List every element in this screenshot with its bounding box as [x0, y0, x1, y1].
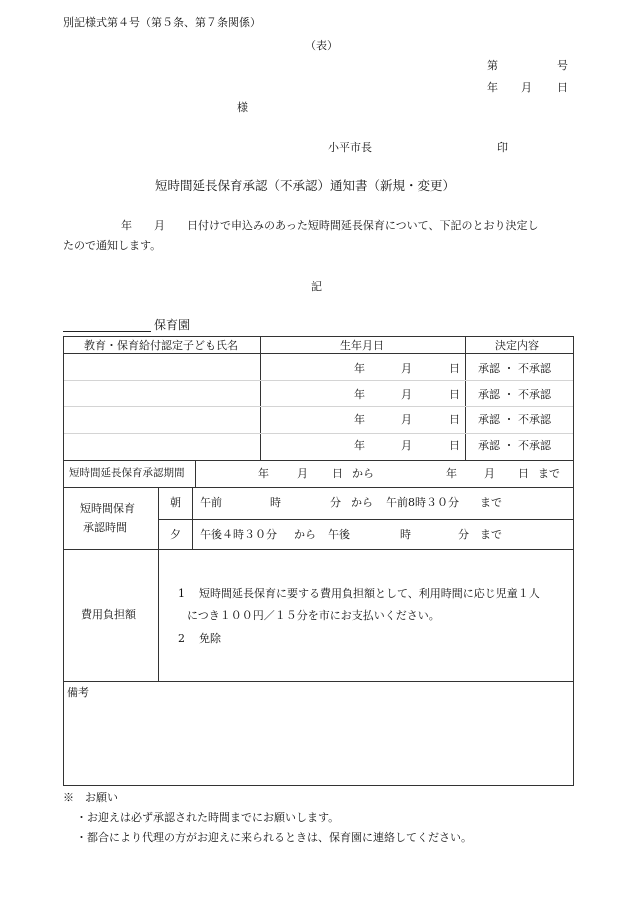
birth-day: 日	[449, 388, 460, 401]
date-month: 月	[521, 81, 532, 94]
row-separator	[64, 380, 573, 381]
body-line-1: 年 月 日付けで申込みのあった短時間延長保育について、下記のとおり決定し	[121, 219, 539, 232]
body-line-2: たので通知します。	[63, 239, 162, 252]
facility-label: 保育園	[154, 318, 191, 332]
notes-heading: ※ お願い	[63, 791, 118, 804]
birth-month: 月	[401, 439, 412, 452]
evening-hour: 時	[400, 528, 411, 541]
table-left-border	[63, 336, 64, 785]
col-divider-decision	[465, 336, 466, 460]
label-col-divider	[158, 487, 159, 681]
remarks-label: 備考	[67, 686, 89, 699]
evening-tag: 夕	[170, 528, 181, 541]
note-item: ・都合により代理の方がお迎えに来られるときは、保育園に連絡してください。	[76, 831, 472, 844]
birth-year: 年	[354, 413, 365, 426]
period-label-divider	[195, 460, 196, 487]
number-go: 号	[557, 59, 568, 72]
birth-day: 日	[449, 439, 460, 452]
birth-year: 年	[354, 362, 365, 375]
period-from-day: 日	[332, 467, 343, 480]
evening-from: から	[294, 528, 316, 541]
period-from-year: 年	[258, 467, 269, 480]
evening-minute: 分	[458, 528, 469, 541]
period-from-month: 月	[297, 467, 308, 480]
decision-options: 承認 ・ 不承認	[478, 362, 551, 375]
morning-until: まで	[480, 496, 502, 509]
issuer-name: 小平市長	[328, 141, 372, 154]
table-header-divider	[63, 353, 574, 354]
table-bottom-border	[63, 785, 574, 786]
date-year: 年	[487, 81, 498, 94]
evening-start-time: 午後４時３０分	[200, 528, 277, 541]
fee-item-2-text: 免除	[199, 632, 221, 645]
period-to-word: まで	[538, 467, 560, 480]
decision-options: 承認 ・ 不承認	[478, 439, 551, 452]
table-right-border	[573, 336, 574, 785]
addressee-suffix: 様	[237, 101, 248, 114]
table-rows-bottom	[63, 460, 574, 461]
fee-label: 費用負担額	[81, 608, 136, 621]
ki-mark: 記	[311, 280, 322, 293]
hours-label-line-1: 短時間保育	[80, 502, 135, 515]
birth-month: 月	[401, 388, 412, 401]
morning-hour: 時	[270, 496, 281, 509]
fee-item-2-number: 2	[178, 632, 185, 645]
fee-item-1-number: 1	[178, 587, 185, 600]
number-dai: 第	[487, 59, 498, 72]
birth-year: 年	[354, 439, 365, 452]
hours-bottom	[63, 549, 574, 550]
side-label: （表）	[305, 39, 338, 52]
facility-name-blank	[63, 331, 151, 332]
morning-minute: 分	[330, 496, 341, 509]
hours-tag-divider	[192, 487, 193, 549]
birth-year: 年	[354, 388, 365, 401]
header-birthdate: 生年月日	[340, 339, 384, 352]
decision-options: 承認 ・ 不承認	[478, 413, 551, 426]
evening-pm: 午後	[328, 528, 350, 541]
period-to-year: 年	[446, 467, 457, 480]
morning-from: から	[351, 496, 373, 509]
period-bottom	[63, 487, 574, 488]
period-from-word: から	[352, 467, 374, 480]
morning-end-time: 午前8時３０分	[386, 496, 459, 509]
evening-until: まで	[480, 528, 502, 541]
birth-day: 日	[449, 413, 460, 426]
header-decision: 決定内容	[495, 339, 539, 352]
row-separator	[64, 406, 573, 407]
seal-mark: 印	[497, 141, 508, 154]
document-title: 短時間延長保育承認（不承認）通知書（新規・変更）	[155, 178, 456, 193]
form-reference: 別記様式第４号（第５条、第７条関係）	[63, 16, 261, 29]
fee-item-1-line-2: につき１００円／１５分を市にお支払いください。	[187, 609, 440, 622]
hours-mid-divider	[158, 519, 574, 520]
fee-bottom	[63, 681, 574, 682]
date-day: 日	[557, 81, 568, 94]
period-to-month: 月	[484, 467, 495, 480]
table-top-border	[63, 336, 574, 337]
row-separator	[64, 433, 573, 434]
col-divider-name	[260, 336, 261, 460]
morning-tag: 朝	[170, 496, 181, 509]
period-label: 短時間延長保育承認期間	[69, 467, 185, 479]
morning-am: 午前	[200, 496, 222, 509]
birth-day: 日	[449, 362, 460, 375]
hours-label-line-2: 承認時間	[83, 521, 127, 534]
fee-item-1-line-1: 短時間延長保育に要する費用負担額として、利用時間に応じ児童１人	[199, 587, 540, 600]
birth-month: 月	[401, 362, 412, 375]
period-to-day: 日	[518, 467, 529, 480]
decision-options: 承認 ・ 不承認	[478, 388, 551, 401]
note-item: ・お迎えは必ず承認された時間までにお願いします。	[76, 811, 340, 824]
header-child-name: 教育・保育給付認定子ども氏名	[84, 339, 238, 352]
birth-month: 月	[401, 413, 412, 426]
